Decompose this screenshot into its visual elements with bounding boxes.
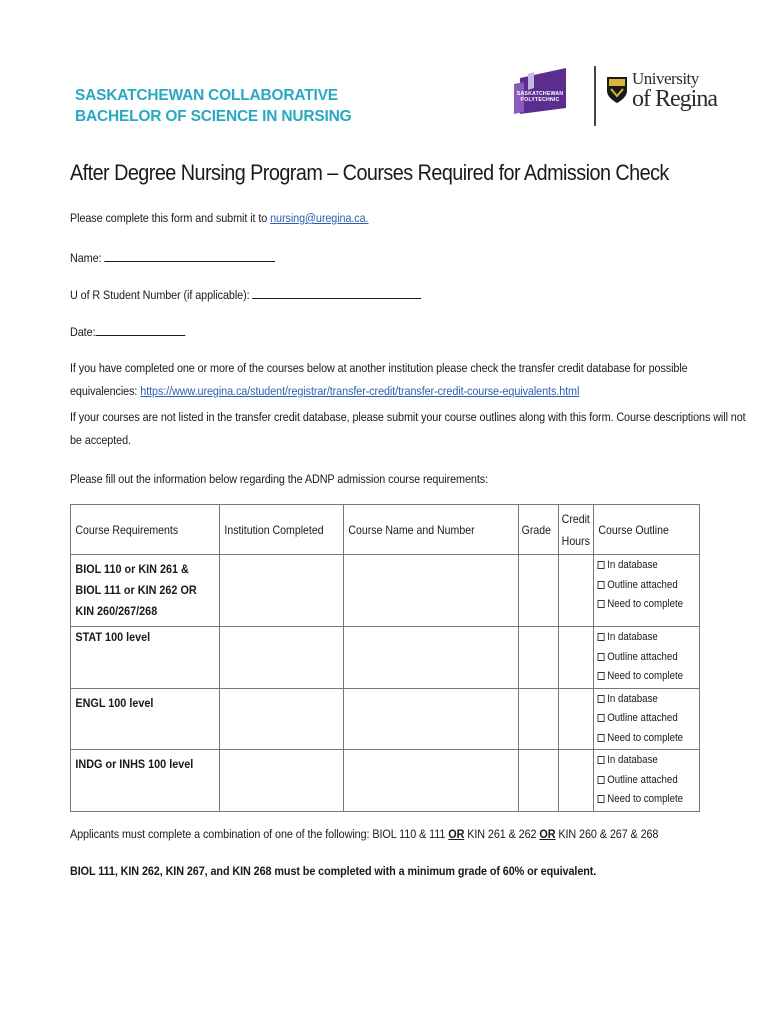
header-course-requirements: Course Requirements [71,505,220,555]
date-label: Date: [70,325,96,339]
or-emphasis: OR [448,827,465,841]
submit-prefix: Please complete this form and submit it to [70,211,271,225]
requirement-line: BIOL 111 or KIN 262 OR [75,583,197,597]
credit-hours-input-cell[interactable] [559,688,594,750]
or-emphasis: OR [539,827,556,841]
instructions-para2-line1: If your courses are not listed in the transfer credit database, please submit your course outlines along with this form. Course descriptions will not [70,410,746,424]
instructions-para3: Please fill out the information below regarding the ADNP admission course requirements: [70,472,489,486]
credit-hours-input-cell[interactable] [559,627,594,689]
header-institution-completed: Institution Completed [219,505,343,555]
option-in-database[interactable]: In database [597,690,683,710]
option-need-to-complete[interactable]: Need to complete [597,729,683,749]
header-credit-hours [559,505,594,555]
course-name-input-cell[interactable] [343,555,518,627]
date-field[interactable] [95,324,185,336]
credit-hours-input-cell[interactable] [559,555,594,627]
checkbox-icon[interactable] [597,581,604,589]
requirement-line: KIN 260/267/268 [75,604,158,618]
course-name-input-cell[interactable] [343,627,518,689]
requirement-cell [71,750,220,812]
option-in-database[interactable]: In database [597,751,683,771]
uofr-line1: University [632,69,699,88]
requirement-cell [71,688,220,750]
date-row [70,324,185,339]
email-link[interactable]: nursing@uregina.ca. [270,211,369,225]
course-requirements-table [70,504,700,812]
table-row [71,688,700,750]
minimum-grade-note: BIOL 111, KIN 262, KIN 267, and KIN 268 must be completed with a minimum grade of 60% or equivalent. [70,864,597,878]
header-grade: Grade [518,505,558,555]
grade-input-cell[interactable] [518,688,558,750]
option-need-to-complete[interactable]: Need to complete [597,595,683,615]
name-row [70,250,275,265]
page-title: After Degree Nursing Program – Courses Required for Admission Check [70,160,669,185]
table-row [71,555,700,627]
combo-suffix: KIN 260 & 267 & 268 [555,827,659,841]
option-outline-attached[interactable]: Outline attached [597,771,683,791]
checkbox-icon[interactable] [597,600,604,608]
course-name-input-cell[interactable] [343,688,518,750]
student-number-row [70,287,421,302]
uofr-wordmark [632,70,717,111]
table-header-row [71,505,700,555]
student-number-label: U of R Student Number (if applicable): [70,288,253,302]
checkbox-icon[interactable] [597,695,604,703]
name-field[interactable] [104,250,275,262]
requirement-cell [71,555,220,627]
course-outline-cell [593,627,699,689]
grade-input-cell[interactable] [518,750,558,812]
course-outline-cell [593,688,699,750]
partner-logos [514,66,717,128]
checkbox-icon[interactable] [597,561,604,569]
credit-line2: Hours [561,533,591,548]
checkbox-icon[interactable] [597,672,604,680]
name-label: Name: [70,251,105,265]
combo-prefix: Applicants must complete a combination of one of the following: BIOL 110 & 111 [70,827,449,841]
table-row [71,627,700,689]
logo-left-line1: SASKATCHEWAN COLLABORATIVE [75,87,338,104]
checkbox-icon[interactable] [597,795,604,803]
requirement-line: INDG or INHS 100 level [75,757,194,771]
collaborative-nursing-logo [75,85,351,127]
course-outline-cell [593,750,699,812]
instructions-para1-line1: If you have completed one or more of the courses below at another institution please check the transfer credit database for possible [70,361,688,375]
institution-input-cell[interactable] [219,688,343,750]
sask-poly-line1: SASKATCHEWAN [516,91,564,97]
checkbox-icon[interactable] [597,734,604,742]
instructions-para1-line2 [70,384,579,398]
uofr-shield-icon [606,76,628,104]
checkbox-icon[interactable] [597,776,604,784]
transfer-credit-link[interactable]: https://www.uregina.ca/student/registrar/transfer-credit/transfer-credit-course-equivalents.html [140,384,580,398]
checkbox-icon[interactable] [597,653,604,661]
instructions-para2-line2: be accepted. [70,433,131,447]
option-need-to-complete[interactable]: Need to complete [597,667,683,687]
credit-hours-input-cell[interactable] [559,750,594,812]
option-need-to-complete[interactable]: Need to complete [597,790,683,810]
option-outline-attached[interactable]: Outline attached [597,709,683,729]
institution-input-cell[interactable] [219,750,343,812]
student-number-field[interactable] [252,287,421,299]
submit-instruction [70,211,368,225]
course-outline-cell [593,555,699,627]
logo-divider [594,66,596,126]
sask-poly-line2: POLYTECHNIC [520,97,560,103]
institution-input-cell[interactable] [219,555,343,627]
requirement-line: STAT 100 level [75,630,151,644]
header-course-name-number: Course Name and Number [343,505,518,555]
header-course-outline: Course Outline [593,505,699,555]
uofr-line2: of Regina [632,86,717,112]
option-in-database[interactable]: In database [597,628,683,648]
requirement-cell [71,627,220,689]
course-name-input-cell[interactable] [343,750,518,812]
combo-mid: KIN 261 & 262 [464,827,540,841]
requirement-line: BIOL 110 or KIN 261 & [75,562,189,576]
grade-input-cell[interactable] [518,627,558,689]
option-in-database[interactable]: In database [597,556,683,576]
requirement-line: ENGL 100 level [75,695,154,710]
sask-polytechnic-wordmark [516,91,564,103]
option-outline-attached[interactable]: Outline attached [597,648,683,668]
credit-line1: Credit [561,511,591,526]
equivalencies-label: equivalencies: [70,384,141,398]
combination-note [70,827,658,841]
logo-left-line2: BACHELOR OF SCIENCE IN NURSING [75,108,352,125]
table-row [71,750,700,812]
institution-input-cell[interactable] [219,627,343,689]
grade-input-cell[interactable] [518,555,558,627]
option-outline-attached[interactable]: Outline attached [597,576,683,596]
checkbox-icon[interactable] [597,714,604,722]
checkbox-icon[interactable] [597,633,604,641]
checkbox-icon[interactable] [597,756,604,764]
